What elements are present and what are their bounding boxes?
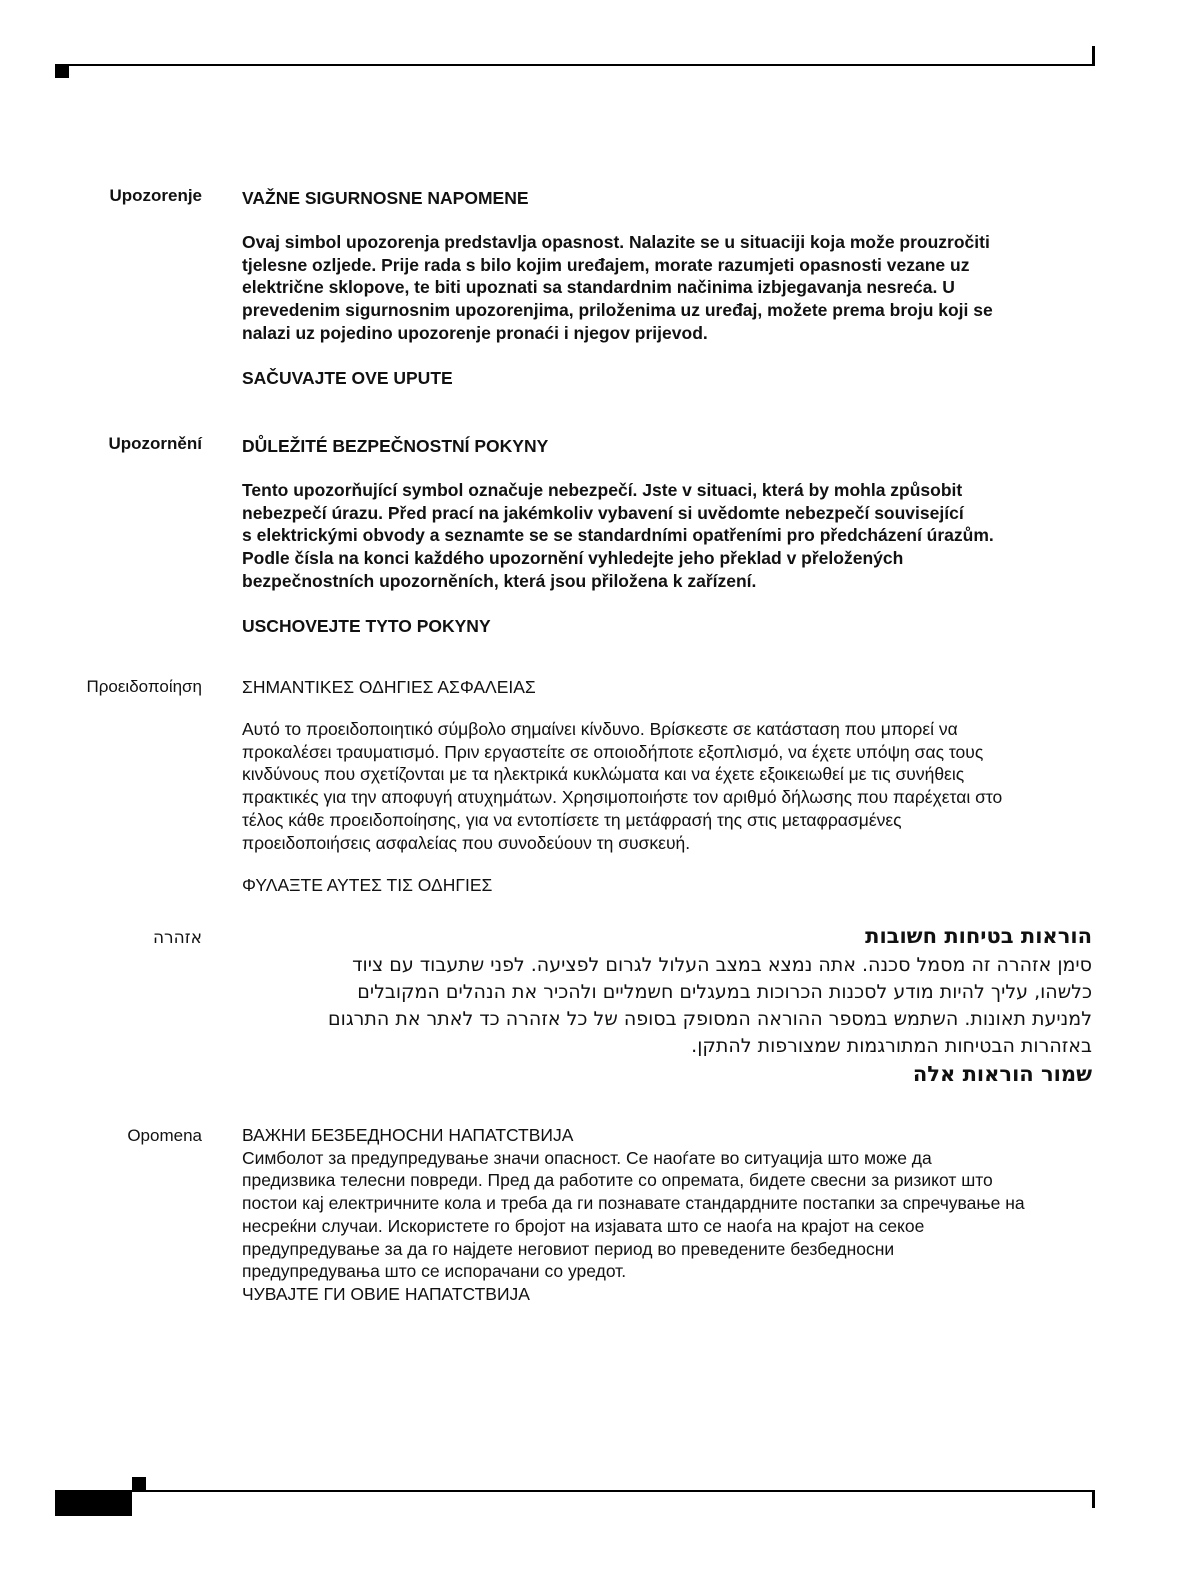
section-title: VAŽNE SIGURNOSNE NAPOMENE xyxy=(242,188,529,208)
body-line: κινδύνους που σχετίζονται με τα ηλεκτρικά κυκλώματα και να έχετε εξοικειωθεί με τις συνήθεις xyxy=(242,764,965,785)
title-line: ВАЖНИ БЕЗБЕДНОСНИ НАПАТСТВИЈА xyxy=(242,1125,574,1145)
body-line: tjelesne ozljede. Prije rada s bilo kojim uređajem, morate razumjeti opasnosti vezane uz xyxy=(242,254,970,275)
top-right-tick xyxy=(1092,46,1095,66)
section-croatian xyxy=(242,187,1092,389)
section-footer: USCHOVEJTE TYTO POKYNY xyxy=(242,615,491,636)
section-footer: שמור הוראות אלה xyxy=(912,1062,1092,1086)
body-line: προκαλέσει τραυματισμό. Πριν εργαστείτε σε οποιοδήποτε εξοπλισμό, να έχετε υπόψη σας τους xyxy=(242,741,984,762)
body-line: Podle čísla na konci každého upozornění vyhledejte jeho překlad v přeložených xyxy=(242,548,904,569)
body-line: Αυτό το προειδοποιητικό σύμβολο σημαίνει κίνδυνο. Βρίσκεστε σε κατάσταση που μπορεί να xyxy=(242,719,958,739)
body-line: постои кај електричните кола и треба да ги познавате стандардните постапки за спречување на xyxy=(242,1193,1025,1214)
section-footer xyxy=(242,1283,1092,1306)
section-label-hebrew: אזהרה xyxy=(152,928,202,948)
bottom-rule xyxy=(55,1490,1095,1492)
section-hebrew xyxy=(242,922,1092,1088)
section-label-greek: Προειδοποίηση xyxy=(86,677,202,696)
section-footer: SAČUVAJTE OVE UPUTE xyxy=(242,367,453,388)
section-label-czech: Upozornění xyxy=(108,434,202,453)
section-title: הוראות בטיחות חשובות xyxy=(865,924,1092,948)
section-greek xyxy=(242,676,1092,896)
section-body xyxy=(242,718,1092,854)
section-title xyxy=(242,1124,1092,1147)
section-label-macedonian: Opomena xyxy=(127,1126,202,1145)
body-line: s elektrickými obvody a seznamte se se standardními opatřeními pro předcházení úrazům. xyxy=(242,525,994,546)
body-line: nalazi uz pojedino upozorenje pronaći i njegov prijevod. xyxy=(242,322,708,343)
section-body xyxy=(242,1147,1092,1283)
section-title: ΣΗΜΑΝΤΙΚΕΣ ΟΔΗΓΙΕΣ ΑΣΦΑΛΕΙΑΣ xyxy=(242,677,536,697)
section-title: DŮLEŽITÉ BEZPEČNOSTNÍ POKYNY xyxy=(242,436,549,456)
section-body xyxy=(242,952,1092,1060)
body-line: τέλος κάθε προειδοποίησης, για να εντοπίσετε τη μετάφρασή της στις μεταφρασμένες xyxy=(242,809,902,830)
section-footer: ΦΥΛΑΞΤΕ ΑΥΤΕΣ ΤΙΣ ΟΔΗΓΙΕΣ xyxy=(242,875,493,896)
body-line: למניעת תאונות. השתמש במספר ההוראה המסופק בסופה של כל אזהרה כד לאתר את התרגום xyxy=(328,1008,1092,1030)
body-line: nebezpečí úrazu. Před prací na jakémkoliv vybavení si uvědomte nebezpečí související xyxy=(242,502,964,523)
section-czech xyxy=(242,435,1092,637)
section-body xyxy=(242,231,1092,345)
body-line: Ovaj simbol upozorenja predstavlja opasnost. Nalazite se u situaciji koja može prouzročiti xyxy=(242,232,990,252)
body-line: предизвика телесни повреди. Пред да работите со опремата, бидете свесни за ризикот што xyxy=(242,1170,993,1191)
body-line: πρακτικές για την αποφυγή ατυχημάτων. Χρησιμοποιήστε τον αριθμό δήλωσης που παρέχεται στο xyxy=(242,787,1003,808)
body-line: Tento upozorňující symbol označuje nebezpečí. Jste v situaci, která by mohla způsobit xyxy=(242,480,963,500)
body-line: предупредување за да го најдете неговиот период во преведените безбедносни xyxy=(242,1238,895,1259)
body-line: באזהרות הבטיחות המתורגמות שמצורפות להתקן. xyxy=(691,1035,1092,1057)
body-line: prevedenim sigurnosnim upozorenjima, priloženima uz uređaj, možete prema broju koji se xyxy=(242,300,993,321)
body-line: bezpečnostních upozorněních, která jsou přiložena k zařízení. xyxy=(242,570,757,591)
body-line: προειδοποιήσεις ασφαλείας που συνοδεύουν τη συσκευή. xyxy=(242,832,691,853)
body-line: Симболот за предупредување значи опасност. Се наоѓате во ситуација што може да xyxy=(242,1147,932,1168)
section-body xyxy=(242,479,1092,593)
top-rule xyxy=(55,64,1095,66)
section-macedonian xyxy=(242,1124,1092,1306)
bottom-right-tick xyxy=(1092,1492,1095,1508)
body-line: električne sklopove, te biti upoznati sa standardnim načinima izbjegavanja nesreća. U xyxy=(242,277,955,298)
section-label-croatian: Upozorenje xyxy=(109,186,202,205)
body-line: несреќни случаи. Искористете го бројот на изјавата што се наоѓа на крајот на секое xyxy=(242,1215,925,1236)
body-line: כלשהו, עליך להיות מודע לסכנות הכרוכות במעגלים חשמליים ולהכיר את הנהלים המקובלים xyxy=(357,981,1092,1003)
footer-line: ЧУВАЈТЕ ГИ ОВИЕ НАПАТСТВИЈА xyxy=(242,1283,530,1304)
body-line: סימן אזהרה זה מסמל סכנה. אתה נמצא במצב העלול לגרום לפציעה. לפני שתעבוד עם ציוד xyxy=(352,954,1092,976)
bottom-left-small-mark xyxy=(132,1477,146,1491)
top-left-corner-mark xyxy=(55,64,69,78)
bottom-left-tab xyxy=(55,1490,132,1516)
body-line: предупредувања што се испорачани со уредот. xyxy=(242,1261,627,1282)
